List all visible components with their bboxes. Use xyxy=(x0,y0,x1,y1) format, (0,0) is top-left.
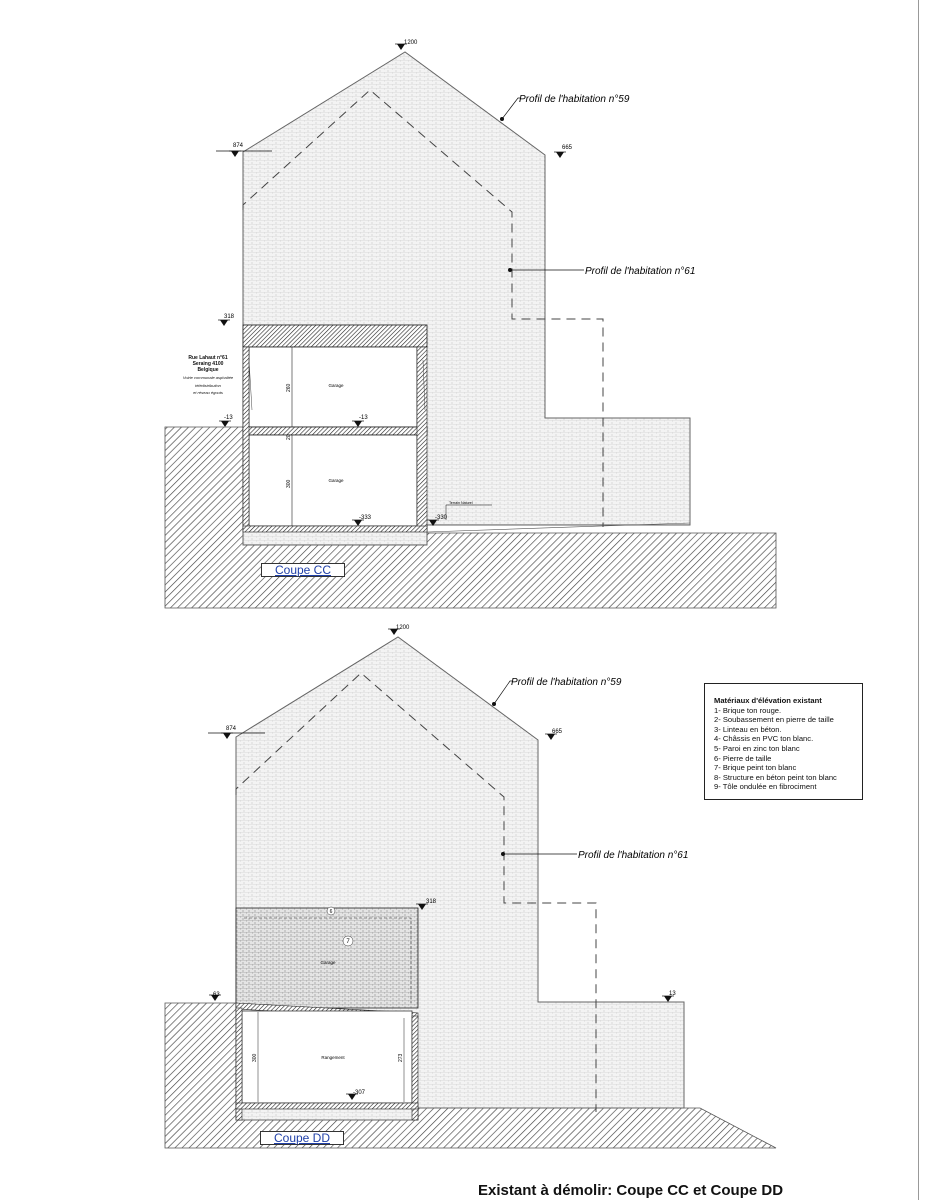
level-ridge-cc: 1200 xyxy=(404,40,418,46)
legend-item: 7- Brique peint ton blanc xyxy=(714,763,797,773)
legend-item: 8- Structure en béton peint ton blanc xyxy=(714,772,837,782)
dim-lower-cc: 300 xyxy=(286,479,292,488)
dim-left-dd: 300 xyxy=(252,1053,258,1062)
profile-59-label-dd: Profil de l'habitation n°59 xyxy=(511,677,622,688)
level-marker-slab-cc xyxy=(218,320,230,326)
room-lower-dd: Rangement xyxy=(321,1055,345,1060)
level-eave-right-cc: 665 xyxy=(562,145,573,151)
caption-coupe-dd xyxy=(260,1131,344,1145)
level-eave-left-dd: 874 xyxy=(226,726,237,732)
level-eave-left-cc: 874 xyxy=(233,143,244,149)
marker-top-dd: 6 xyxy=(329,909,333,915)
level-marker-eave-left-cc xyxy=(229,151,241,157)
address-note2: télédistribution xyxy=(195,382,221,388)
level-basement-cc: -333 xyxy=(359,515,372,521)
room-lower-cc: Garage xyxy=(328,478,344,483)
legend-item: 9- Tôle ondulée en fibrociment xyxy=(714,782,817,792)
legend-list xyxy=(714,706,862,792)
address-block xyxy=(160,355,256,396)
caption-coupe-cc xyxy=(261,563,345,577)
garage-structure-dd xyxy=(236,907,418,1120)
dim-right-dd: 273 xyxy=(398,1053,404,1062)
profile-61-label-cc: Profil de l'habitation n°61 xyxy=(585,266,696,277)
address-line3: Belgique xyxy=(197,367,219,373)
room-upper-dd: Garage xyxy=(320,960,336,965)
dim-slab-cc: 20 xyxy=(286,434,292,440)
address-note3: et réseau égouts xyxy=(193,390,223,396)
level-terrain-cc: -330 xyxy=(435,515,448,521)
legend-title: Matériaux d'élévation existant xyxy=(714,696,822,705)
legend-item: 4- Châssis en PVC ton blanc. xyxy=(714,734,814,744)
level-eave-right-dd: 665 xyxy=(552,729,563,735)
section-cc xyxy=(165,40,776,608)
level-marker-eave-right-cc xyxy=(554,152,566,158)
profile-61-label-dd: Profil de l'habitation n°61 xyxy=(578,850,689,861)
legend-item: 1- Brique ton rouge. xyxy=(714,705,782,715)
level-street-left-dd: 63 xyxy=(213,992,220,998)
legend-item: 3- Linteau en béton. xyxy=(714,724,782,734)
level-street-right-dd: 13 xyxy=(669,991,676,997)
level-ridge-dd: 1200 xyxy=(396,625,410,631)
profile-59-label-cc: Profil de l'habitation n°59 xyxy=(519,94,630,105)
terrain-label-cc: Terrain Naturel xyxy=(449,501,473,505)
level-street-cc: -13 xyxy=(224,415,233,421)
level-garage-dd: 318 xyxy=(426,899,437,905)
caption-coupe-dd-text: Coupe DD xyxy=(273,1131,331,1145)
dim-upper-cc: 260 xyxy=(286,383,292,392)
legend-item: 6- Pierre de taille xyxy=(714,753,772,763)
level-basement-dd: -307 xyxy=(353,1090,366,1096)
legend-item: 2- Soubassement en pierre de taille xyxy=(714,715,834,725)
address-note1: Voirie communale asphaltée xyxy=(182,375,234,380)
materials-legend xyxy=(704,683,863,800)
garage-structure-cc xyxy=(243,325,427,532)
sheet-title: Existant à démolir: Coupe CC et Coupe DD xyxy=(478,1182,784,1199)
address-line1: Rue Lahaut n°61 xyxy=(188,355,228,361)
marker-mid-dd: 7 xyxy=(346,939,350,945)
section-dd xyxy=(165,625,776,1148)
caption-coupe-cc-text: Coupe CC xyxy=(274,563,332,577)
room-upper-cc: Garage xyxy=(328,383,344,388)
level-slab-mid-cc: -13 xyxy=(359,415,368,421)
legend-item: 5- Paroi en zinc ton blanc xyxy=(714,743,800,753)
level-slab-cc: 318 xyxy=(224,314,235,320)
address-line2: Seraing 4100 xyxy=(192,361,224,367)
level-marker-street-cc xyxy=(219,421,231,427)
level-marker-eave-left-dd xyxy=(221,733,233,739)
